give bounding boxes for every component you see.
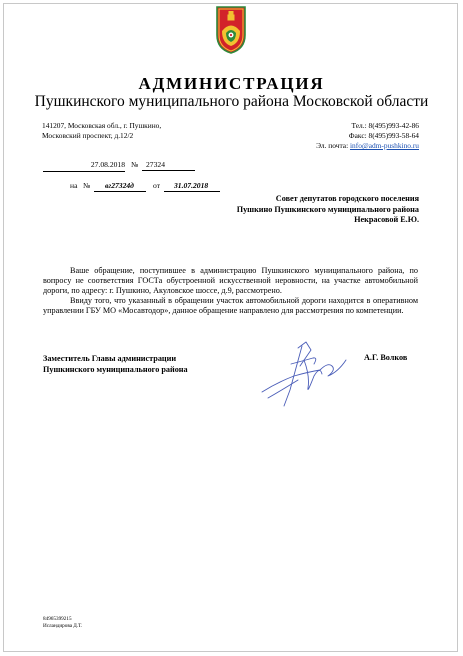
organization-subtitle: Пушкинского муниципального района Московской области xyxy=(34,93,429,110)
letter-body xyxy=(43,266,418,316)
on-label: на xyxy=(70,181,78,190)
outgoing-date-field xyxy=(43,160,125,172)
recipient-block xyxy=(237,194,419,226)
phone-number: Тел.: 8(495)993-42-86 xyxy=(351,121,419,130)
incoming-date: 31.07.2018 xyxy=(174,181,209,190)
outgoing-number-field xyxy=(142,160,195,171)
postal-address xyxy=(42,121,161,141)
outgoing-number: 27324 xyxy=(146,160,165,169)
signatory-position xyxy=(43,353,188,375)
recipient-line-1: Совет депутатов городского поселения xyxy=(275,194,419,203)
coat-of-arms-emblem xyxy=(214,5,248,55)
email-link[interactable]: info@adm-pushkino.ru xyxy=(349,141,419,150)
email-line xyxy=(316,141,419,151)
signatory-name: А.Г. Волков xyxy=(364,353,408,362)
executor-info xyxy=(43,616,82,630)
outgoing-date: 27.08.2018 xyxy=(90,160,125,169)
position-line-1: Заместитель Главы администрации xyxy=(43,354,177,363)
body-paragraph-1: Ваше обращение, поступившее в администрацию Пушкинского муниципального района, по вопросу не соответствия ГОСТа обустроенной искусственной неровности, на участке автомобильной дороги, по адресу: г. Пушкино, Акуловское шоссе, д.9, рассмотрено. xyxy=(43,266,418,296)
position-line-2: Пушкинского муниципального района xyxy=(43,365,188,374)
address-line-1: 141207, Московская обл., г. Пушкино, xyxy=(42,121,162,130)
handwritten-signature xyxy=(258,336,350,410)
document-code: 84965399215 xyxy=(43,616,72,622)
incoming-number: вг27324д xyxy=(105,181,134,190)
ref-number-sign: № xyxy=(83,181,91,190)
incoming-date-field xyxy=(164,181,220,192)
contact-info xyxy=(316,121,419,151)
incoming-number-field xyxy=(94,181,146,192)
fax-number: Факс: 8(495)993-58-64 xyxy=(348,131,419,140)
email-label: Эл. почта: xyxy=(316,141,349,150)
address-line-2: Московский проспект, д.12/2 xyxy=(42,131,134,140)
body-paragraph-2: Ввиду того, что указанный в обращении участок автомобильной дороги находится в оперативном управлении ГБУ МО «Мосавтодор», данное обращение направлено для рассмотрения по компетенции. xyxy=(43,296,418,316)
organization-title: АДМИНИСТРАЦИЯ xyxy=(138,74,325,93)
number-sign: № xyxy=(131,160,139,169)
executor-name: Исландирова Д.Т. xyxy=(43,623,83,629)
recipient-line-3: Некрасовой Е.Ю. xyxy=(354,215,419,224)
recipient-line-2: Пушкино Пушкинского муниципального района xyxy=(236,204,419,214)
from-label: от xyxy=(153,181,161,190)
